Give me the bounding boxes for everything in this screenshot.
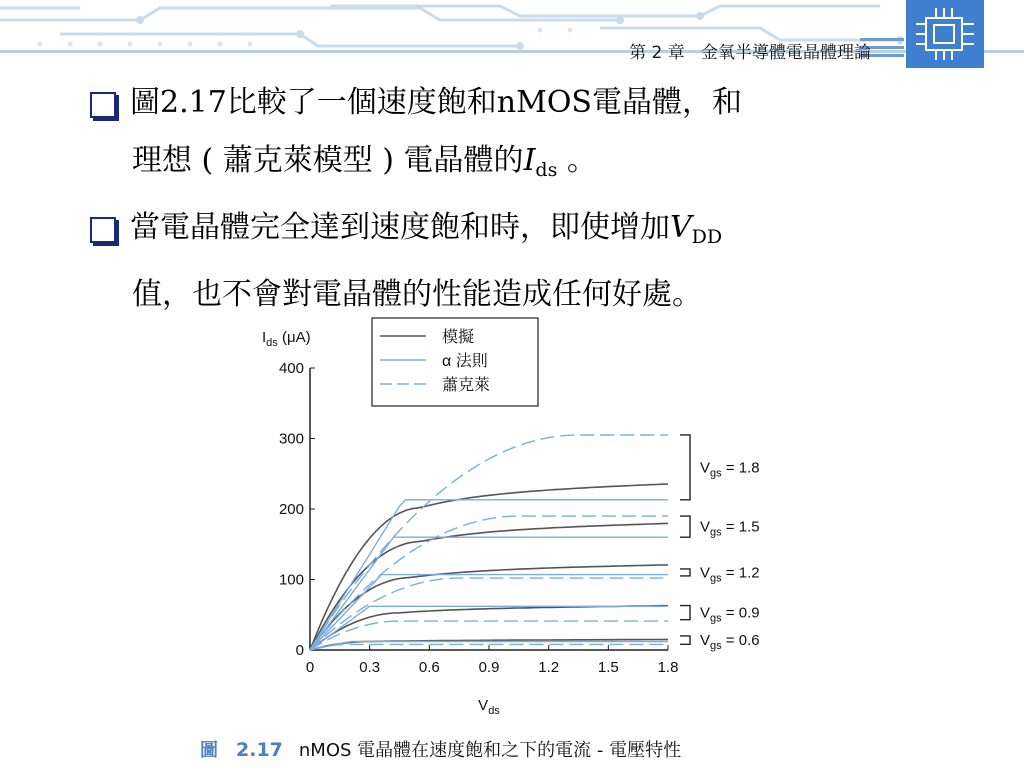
figure-number: 2.17: [236, 739, 283, 761]
y-tick-label: 300: [278, 430, 304, 448]
vgs-label: $V_{gs} = 1.8$: [700, 459, 760, 480]
y-tick-label: 200: [278, 501, 304, 518]
vdd-subscript: DD: [691, 226, 723, 248]
iv-chart: [240, 312, 800, 724]
curve-shockley-vgs-1.5: [310, 516, 668, 650]
chapter-number: 第 2 章: [629, 43, 685, 63]
bullet-1-line-2: [130, 132, 988, 199]
vgs-bracket: [680, 569, 690, 576]
curve-simulation-vgs-0.9: [310, 606, 668, 650]
y-axis-label: $I_{ds}$ (μA): [262, 329, 311, 349]
bullet-1-line-2-text: 理想 ( 蕭克萊模型 ) 電晶體的: [132, 143, 524, 178]
chapter-title: [629, 38, 871, 63]
legend-label: 模擬: [442, 329, 475, 346]
bullet-2-line-2: 值，也不會對電晶體的性能造成任何好處。: [132, 277, 702, 312]
vgs-label: $V_{gs} = 0.9$: [700, 604, 760, 625]
figure-caption-text: nMOS 電晶體在速度飽和之下的電流 - 電壓特性: [298, 740, 682, 761]
x-axis-label: $V_{ds}$: [478, 697, 500, 717]
x-tick-label: 0.3: [359, 659, 381, 676]
curve-alpha-vgs-0.9: [310, 606, 668, 650]
bullet-checkbox-icon: [90, 217, 116, 243]
x-tick-label: 0.9: [478, 659, 500, 676]
bullet-item-2: [88, 199, 988, 324]
vgs-label: $V_{gs} = 0.6$: [700, 632, 760, 653]
curve-simulation-vgs-1.5: [310, 523, 668, 650]
bullet-1-line-2-end: 。: [557, 143, 597, 178]
y-tick-label: 0: [295, 642, 304, 659]
vgs-bracket: [680, 606, 690, 620]
x-tick-label: 1.5: [597, 659, 619, 676]
vdd-symbol: V: [670, 210, 692, 245]
x-tick-label: 1.2: [538, 659, 560, 676]
vgs-bracket: [680, 435, 690, 500]
curve-alpha-vgs-1.2: [310, 575, 668, 650]
ids-subscript: ds: [535, 159, 558, 181]
bullet-checkbox-icon: [90, 92, 116, 118]
vgs-bracket: [680, 516, 690, 537]
figure-label: 圖: [200, 740, 218, 761]
x-tick-label: 0.6: [418, 659, 440, 676]
bullet-1-line-1: 圖2.17比較了一個速度飽和nMOS電晶體，和: [130, 85, 742, 120]
legend-label: α 法則: [442, 353, 488, 370]
curve-simulation-vgs-1.8: [310, 484, 668, 650]
bullet-2-line-1-text: 當電晶體完全達到速度飽和時，即使增加: [130, 210, 670, 245]
ids-symbol: I: [523, 143, 536, 178]
y-tick-label: 400: [278, 360, 304, 377]
vgs-label: $V_{gs} = 1.5$: [700, 518, 760, 539]
bullet-list: [88, 74, 988, 324]
vgs-bracket: [680, 636, 690, 644]
chip-logo-icon: [906, 0, 984, 68]
x-tick-label: 1.8: [657, 659, 679, 676]
figure-caption: [200, 736, 681, 762]
vgs-label: $V_{gs} = 1.2$: [700, 564, 760, 585]
x-tick-label: 0: [305, 659, 315, 676]
bullet-item-1: [88, 74, 988, 199]
y-tick-label: 100: [278, 571, 304, 589]
legend-label: 蕭克萊: [442, 377, 491, 394]
iv-chart-svg: [240, 312, 800, 724]
curve-shockley-vgs-1.8: [310, 435, 668, 650]
chapter-name: 金氧半導體電晶體理論: [701, 43, 871, 63]
bullet-2-line-1: [130, 199, 988, 266]
